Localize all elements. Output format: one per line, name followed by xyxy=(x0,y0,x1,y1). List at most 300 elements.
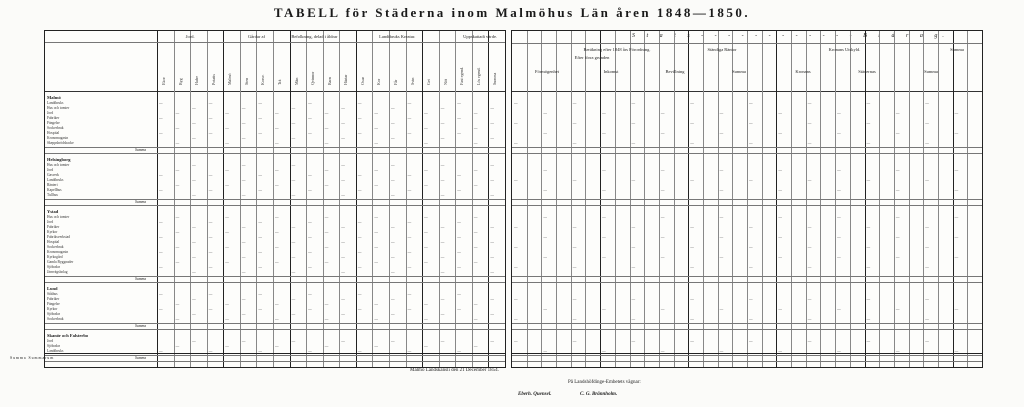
cell-value: — xyxy=(225,126,229,130)
section-title: Ystad xyxy=(47,209,59,214)
cell-value: — xyxy=(374,260,378,264)
cell-value: — xyxy=(837,188,841,192)
cell-value: — xyxy=(490,312,494,316)
column-label: Byg xyxy=(177,78,183,85)
cell-value: — xyxy=(514,121,518,125)
cell-value: — xyxy=(925,339,929,343)
row-label: Hus och tomter xyxy=(47,163,70,167)
cell-value: — xyxy=(357,116,362,120)
cell-value: — xyxy=(225,111,229,115)
cell-value: — xyxy=(543,131,547,135)
cell-value: — xyxy=(291,312,296,316)
cell-value: — xyxy=(275,126,279,130)
cell-value: — xyxy=(208,116,213,120)
cell-value: — xyxy=(407,307,412,311)
cell-value: — xyxy=(159,131,163,135)
cell-value: — xyxy=(837,349,841,353)
cell-value: — xyxy=(175,230,180,234)
cell-value: — xyxy=(457,265,461,269)
cell-value: — xyxy=(159,265,163,269)
group-rule xyxy=(45,42,505,43)
column-label: Ekor xyxy=(161,77,166,85)
cell-value: — xyxy=(954,349,959,353)
cell-value: — xyxy=(440,163,445,167)
cell-value: — xyxy=(490,240,494,244)
cell-value: — xyxy=(391,255,395,259)
section-title: Lund xyxy=(47,286,58,291)
cell-value: — xyxy=(440,225,445,229)
cell-value: — xyxy=(807,178,812,182)
cell-value: — xyxy=(807,265,812,269)
sub-header: Ständiga Räntor xyxy=(707,47,737,52)
cell-value: — xyxy=(258,307,262,311)
cell-value: — xyxy=(602,188,606,192)
cell-value: — xyxy=(473,183,478,187)
cell-value: — xyxy=(866,339,871,343)
row-label: Ränteri xyxy=(47,183,58,187)
cell-value: — xyxy=(291,240,296,244)
cell-value: — xyxy=(308,265,312,269)
cell-value: — xyxy=(175,344,180,348)
cell-value: — xyxy=(374,126,378,130)
cell-value: — xyxy=(424,317,428,321)
cell-value: — xyxy=(192,136,196,140)
cell-value: — xyxy=(807,245,812,249)
cell-value: — xyxy=(690,178,694,182)
cell-value: — xyxy=(341,240,345,244)
cell-value: — xyxy=(308,116,312,120)
cell-value: — xyxy=(291,297,296,301)
cell-value: — xyxy=(572,265,577,269)
cell-value: — xyxy=(291,339,296,343)
cell-value: — xyxy=(341,339,345,343)
cell-value: — xyxy=(391,121,395,125)
cell-value: — xyxy=(192,240,196,244)
cell-value: — xyxy=(440,193,445,197)
cell-value: — xyxy=(925,141,929,145)
column-label: Malmö xyxy=(227,73,233,85)
cell-value: — xyxy=(572,141,577,145)
section-title: Skanör och Falsterbo xyxy=(47,333,89,338)
row-label: Landtbruks xyxy=(47,178,64,182)
row-label: Jord xyxy=(47,339,54,343)
cell-value: — xyxy=(925,225,929,229)
cell-value: — xyxy=(241,163,246,167)
cell-value: — xyxy=(440,178,445,182)
cell-value: — xyxy=(208,173,213,177)
cell-value: — xyxy=(407,220,412,224)
cell-value: — xyxy=(159,292,163,296)
cell-value: — xyxy=(391,240,395,244)
cell-value: — xyxy=(374,168,378,172)
cell-value: — xyxy=(291,193,296,197)
cell-value: — xyxy=(208,250,213,254)
cell-value: — xyxy=(719,188,724,192)
cell-value: — xyxy=(424,230,428,234)
column-label: Hafre xyxy=(194,75,200,85)
cell-value: — xyxy=(837,111,841,115)
section-rule xyxy=(512,329,982,330)
row-label: Fabriksverkstad xyxy=(47,235,70,239)
cell-value: — xyxy=(719,307,724,311)
cell-value: — xyxy=(275,317,279,321)
cell-value: — xyxy=(308,101,312,105)
cell-value: — xyxy=(258,265,262,269)
signature-2: C. G. Brännholm. xyxy=(580,392,618,397)
sub-header: Kronans Utskyld. xyxy=(828,47,861,52)
cell-value: — xyxy=(407,235,412,239)
cell-value: — xyxy=(837,235,841,239)
cell-value: — xyxy=(572,101,577,105)
cell-value: — xyxy=(324,230,329,234)
cell-value: — xyxy=(602,235,606,239)
column-label: Får xyxy=(393,79,398,85)
group-header: Landtbruks Kreatur. xyxy=(379,34,416,39)
cell-value: — xyxy=(357,173,362,177)
row-label: Hus och tomter xyxy=(47,215,70,219)
cell-value: — xyxy=(457,173,461,177)
cell-value: — xyxy=(490,225,494,229)
cell-value: — xyxy=(208,131,213,135)
cell-value: — xyxy=(473,168,478,172)
cell-value: — xyxy=(241,193,246,197)
cell-value: — xyxy=(866,121,871,125)
section-rule xyxy=(512,355,982,356)
cell-value: — xyxy=(308,188,312,192)
cell-value: — xyxy=(341,193,345,197)
cell-value: — xyxy=(407,292,412,296)
cell-value: — xyxy=(954,111,959,115)
cell-value: — xyxy=(749,265,753,269)
cell-value: — xyxy=(241,225,246,229)
cell-value: — xyxy=(572,339,577,343)
cell-value: — xyxy=(341,178,345,182)
row-label: Hospital xyxy=(47,240,60,244)
cell-value: — xyxy=(324,183,329,187)
cell-value: — xyxy=(807,121,812,125)
cell-value: — xyxy=(543,111,547,115)
cell-value: — xyxy=(159,349,163,353)
cell-value: — xyxy=(324,317,329,321)
cell-value: — xyxy=(807,225,812,229)
cell-value: — xyxy=(275,230,279,234)
cell-value: — xyxy=(490,339,494,343)
section-sum-label: Summa xyxy=(135,199,147,204)
cell-value: — xyxy=(192,193,196,197)
cell-value: — xyxy=(807,297,812,301)
cell-value: — xyxy=(424,111,428,115)
row-label: Kronomagasin xyxy=(47,136,69,140)
cell-value: — xyxy=(241,178,246,182)
cell-value: — xyxy=(572,225,577,229)
column-label: Inkomst xyxy=(603,69,619,74)
cell-value: — xyxy=(473,111,478,115)
cell-value: — xyxy=(895,188,900,192)
cell-value: — xyxy=(341,121,345,125)
cell-value: — xyxy=(192,255,196,259)
cell-value: — xyxy=(192,178,196,182)
cell-value: — xyxy=(258,101,262,105)
cell-value: — xyxy=(490,297,494,301)
cell-value: — xyxy=(308,235,312,239)
column-label: Kronans xyxy=(795,69,811,74)
cell-value: — xyxy=(473,260,478,264)
cell-value: — xyxy=(954,131,959,135)
cell-value: — xyxy=(159,235,163,239)
cell-value: — xyxy=(291,121,296,125)
cell-value: — xyxy=(275,141,279,145)
column-label: Hästar xyxy=(343,74,349,85)
group-header: Jord. xyxy=(185,34,195,39)
cell-value: — xyxy=(457,131,461,135)
cell-value: — xyxy=(374,317,378,321)
cell-value: — xyxy=(954,255,959,259)
cell-value: — xyxy=(225,344,229,348)
cell-value: — xyxy=(391,178,395,182)
cell-value: — xyxy=(440,312,445,316)
cell-value: — xyxy=(473,230,478,234)
row-label: Hospital xyxy=(47,131,60,135)
cell-value: — xyxy=(490,121,494,125)
cell-value: — xyxy=(275,111,279,115)
cell-value: — xyxy=(374,183,378,187)
cell-value: — xyxy=(208,235,213,239)
cell-value: — xyxy=(807,317,812,321)
cell-value: — xyxy=(291,270,296,274)
cell-value: — xyxy=(208,292,213,296)
left-table xyxy=(44,30,506,368)
row-label: Tullhus xyxy=(47,193,58,197)
cell-value: — xyxy=(424,215,428,219)
cell-value: — xyxy=(749,297,753,301)
cell-value: — xyxy=(159,116,163,120)
cell-value: — xyxy=(895,349,900,353)
cell-value: — xyxy=(424,141,428,145)
cell-value: — xyxy=(778,168,782,172)
cell-value: — xyxy=(631,265,636,269)
footer-place-date: Malmö Landskansli den 21 December 1854. xyxy=(410,368,499,373)
cell-value: — xyxy=(749,121,753,125)
cell-value: — xyxy=(895,111,900,115)
cell-value: — xyxy=(690,339,694,343)
cell-value: — xyxy=(291,178,296,182)
section-rule xyxy=(45,329,505,330)
section-rule xyxy=(45,153,505,154)
cell-value: — xyxy=(175,317,180,321)
cell-value: — xyxy=(324,302,329,306)
cell-value: — xyxy=(308,131,312,135)
cell-value: — xyxy=(660,307,665,311)
cell-value: — xyxy=(159,250,163,254)
cell-value: — xyxy=(457,250,461,254)
cell-value: — xyxy=(631,245,636,249)
cell-value: — xyxy=(660,131,665,135)
row-label: Ståthus xyxy=(47,292,58,296)
cell-value: — xyxy=(514,225,518,229)
cell-value: — xyxy=(391,193,395,197)
cell-value: — xyxy=(324,260,329,264)
cell-value: — xyxy=(159,307,163,311)
cell-value: — xyxy=(275,302,279,306)
cell-value: — xyxy=(778,215,782,219)
row-label: Sjöbodar xyxy=(47,265,60,269)
cell-value: — xyxy=(440,106,445,110)
cell-value: — xyxy=(954,235,959,239)
section-rule xyxy=(45,355,505,356)
cell-value: — xyxy=(275,215,279,219)
sub-header: Summa xyxy=(950,47,964,52)
cell-value: — xyxy=(543,235,547,239)
cell-value: — xyxy=(866,245,871,249)
cell-value: — xyxy=(837,168,841,172)
column-label: Summa xyxy=(732,69,746,74)
row-label: Landtbruks xyxy=(47,101,64,105)
cell-value: — xyxy=(660,235,665,239)
cell-value: — xyxy=(807,339,812,343)
cell-value: — xyxy=(543,168,547,172)
cell-value: — xyxy=(631,178,636,182)
right-total-rule xyxy=(512,353,982,354)
cell-value: — xyxy=(407,349,412,353)
cell-value: — xyxy=(778,255,782,259)
cell-value: — xyxy=(925,265,929,269)
cell-value: — xyxy=(925,101,929,105)
cell-value: — xyxy=(258,235,262,239)
cell-value: — xyxy=(440,136,445,140)
cell-value: — xyxy=(749,225,753,229)
cell-value: — xyxy=(357,220,362,224)
total-row-label: Summa Summarum xyxy=(10,356,55,360)
cell-value: — xyxy=(690,101,694,105)
row-label: Kyrkogård xyxy=(47,255,63,259)
cell-value: — xyxy=(895,307,900,311)
cell-value: — xyxy=(241,255,246,259)
column-label: Lös egend. xyxy=(475,67,481,85)
cell-value: — xyxy=(514,101,518,105)
cell-value: — xyxy=(473,215,478,219)
cell-value: — xyxy=(572,297,577,301)
row-label: Jord xyxy=(47,220,54,224)
section-rule xyxy=(512,361,982,362)
cell-value: — xyxy=(374,215,378,219)
cell-value: — xyxy=(749,317,753,321)
sub-header: Beräkning efter 1848 års Förordning. xyxy=(583,47,651,52)
section-rule xyxy=(512,153,982,154)
row-label: Skeppsbrödsbacke xyxy=(47,141,74,145)
cell-value: — xyxy=(192,121,196,125)
cell-value: — xyxy=(490,178,494,182)
cell-value: — xyxy=(925,317,929,321)
cell-value: — xyxy=(391,225,395,229)
cell-value: — xyxy=(324,245,329,249)
cell-value: — xyxy=(490,270,494,274)
cell-value: — xyxy=(631,121,636,125)
cell-value: — xyxy=(275,260,279,264)
cell-value: — xyxy=(778,111,782,115)
cell-value: — xyxy=(275,183,279,187)
cell-value: — xyxy=(391,339,395,343)
cell-value: — xyxy=(457,101,461,105)
cell-value: — xyxy=(440,255,445,259)
cell-value: — xyxy=(208,188,213,192)
cell-value: — xyxy=(407,131,412,135)
cell-value: — xyxy=(866,317,871,321)
cell-value: — xyxy=(543,349,547,353)
cell-value: — xyxy=(457,307,461,311)
cell-value: — xyxy=(424,344,428,348)
cell-value: — xyxy=(225,317,229,321)
column-label: Svin xyxy=(409,77,415,85)
cell-value: — xyxy=(258,116,262,120)
cell-value: — xyxy=(391,136,395,140)
cell-value: — xyxy=(391,297,395,301)
cell-value: — xyxy=(866,178,871,182)
row-label: Sockerbruk xyxy=(47,317,64,321)
cell-value: — xyxy=(225,168,229,172)
cell-value: — xyxy=(602,111,606,115)
cell-value: — xyxy=(391,312,395,316)
column-label: Korsv. xyxy=(260,74,266,85)
column-label: Summa xyxy=(924,69,938,74)
cell-value: — xyxy=(749,245,753,249)
cell-value: — xyxy=(258,131,262,135)
cell-value: — xyxy=(308,307,312,311)
section-rule xyxy=(512,282,982,283)
cell-value: — xyxy=(357,131,362,135)
cell-value: — xyxy=(954,168,959,172)
cell-value: — xyxy=(925,297,929,301)
cell-value: — xyxy=(291,136,296,140)
cell-value: — xyxy=(159,101,163,105)
row-label: Hus och tomter xyxy=(47,106,70,110)
column-label: Get xyxy=(426,79,432,85)
section-sum-label: Summa xyxy=(135,276,147,281)
cell-value: — xyxy=(424,245,428,249)
row-label: Fabriker xyxy=(47,297,60,301)
column-label: Fast egend. xyxy=(459,66,465,85)
cell-value: — xyxy=(341,270,345,274)
cell-value: — xyxy=(208,220,213,224)
cell-value: — xyxy=(341,312,345,316)
cell-value: — xyxy=(457,116,461,120)
cell-value: — xyxy=(473,245,478,249)
section-rule xyxy=(45,361,505,362)
cell-value: — xyxy=(457,235,461,239)
cell-value: — xyxy=(837,255,841,259)
cell-value: — xyxy=(192,106,196,110)
cell-value: — xyxy=(457,349,461,353)
cell-value: — xyxy=(807,141,812,145)
cell-value: — xyxy=(572,245,577,249)
cell-value: — xyxy=(258,349,262,353)
cell-value: — xyxy=(660,188,665,192)
cell-value: — xyxy=(225,183,229,187)
cell-value: — xyxy=(159,220,163,224)
cell-value: — xyxy=(719,168,724,172)
cell-value: — xyxy=(572,121,577,125)
section-rule xyxy=(512,276,982,277)
row-label: Landtbruks xyxy=(47,349,64,353)
cell-value: — xyxy=(391,163,395,167)
column-label: Trä xyxy=(277,79,282,85)
cell-value: — xyxy=(572,178,577,182)
cell-value: — xyxy=(719,255,724,259)
column-label: Städernas xyxy=(858,69,876,74)
cell-value: — xyxy=(473,302,478,306)
cell-value: — xyxy=(225,260,229,264)
cell-value: — xyxy=(895,235,900,239)
row-label: Jord xyxy=(47,111,54,115)
